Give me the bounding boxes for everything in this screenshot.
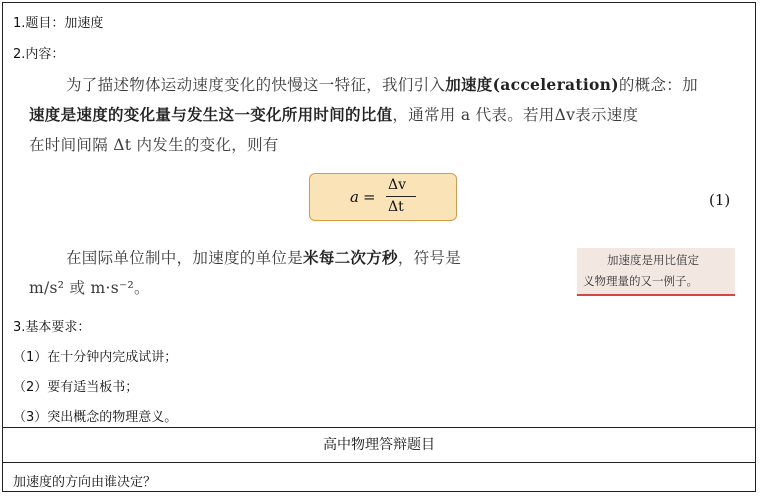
topic-line: 1.题目：加速度	[13, 16, 104, 31]
formula-box	[309, 173, 457, 221]
paragraph-line-3: 在时间间隔 Δt 内发生的变化，则有	[29, 136, 279, 154]
formula-numerator: Δv	[388, 177, 407, 193]
para2-text-a: 在国际单位制中，加速度的单位是	[66, 249, 304, 267]
requirement-item: （3）突出概念的物理意义。	[13, 410, 178, 425]
note-line-2: 义物理量的又一例子。	[583, 274, 698, 288]
margin-note	[577, 248, 735, 296]
para2-text-c: ，符号是	[397, 249, 462, 267]
formula-lhs: a	[350, 188, 359, 206]
content-label: 2.内容：	[13, 47, 65, 62]
para1-text-2b: ，通常用 a 代表。若用Δv表示速度	[392, 106, 639, 124]
note-line-1: 加速度是用比值定	[607, 253, 699, 267]
formula-denominator: Δt	[388, 199, 404, 215]
requirements-label: 3.基本要求：	[13, 320, 91, 335]
unit-name: 米每二次方秒	[303, 248, 398, 267]
question-card	[2, 2, 756, 492]
paragraph-line-1	[66, 73, 698, 95]
paragraph2-line-2: m/s² 或 m·s⁻²。	[29, 279, 150, 297]
divider	[3, 427, 755, 428]
qa-question: 加速度的方向由谁决定？	[13, 475, 157, 490]
requirement-item: （2）要有适当板书；	[13, 380, 139, 395]
paragraph2-line-1	[66, 246, 461, 268]
paragraph-line-2	[29, 103, 638, 125]
para1-text-d: 加	[682, 76, 698, 94]
requirement-item: （1）在十分钟内完成试讲；	[13, 350, 178, 365]
formula-equals: =	[363, 188, 376, 206]
para1-text-a: 为了描述物体运动速度变化的快慢这一特征，我们引入	[66, 76, 446, 94]
fraction-bar	[386, 196, 416, 197]
term-acceleration: 加速度(acceleration)	[445, 75, 619, 94]
qa-header: 高中物理答辩题目	[323, 437, 435, 453]
definition-text: 速度是速度的变化量与发生这一变化所用时间的比值	[29, 105, 393, 124]
equation-number: (1)	[709, 191, 731, 209]
para1-text-c: 的概念：	[618, 76, 683, 94]
divider	[3, 462, 755, 463]
